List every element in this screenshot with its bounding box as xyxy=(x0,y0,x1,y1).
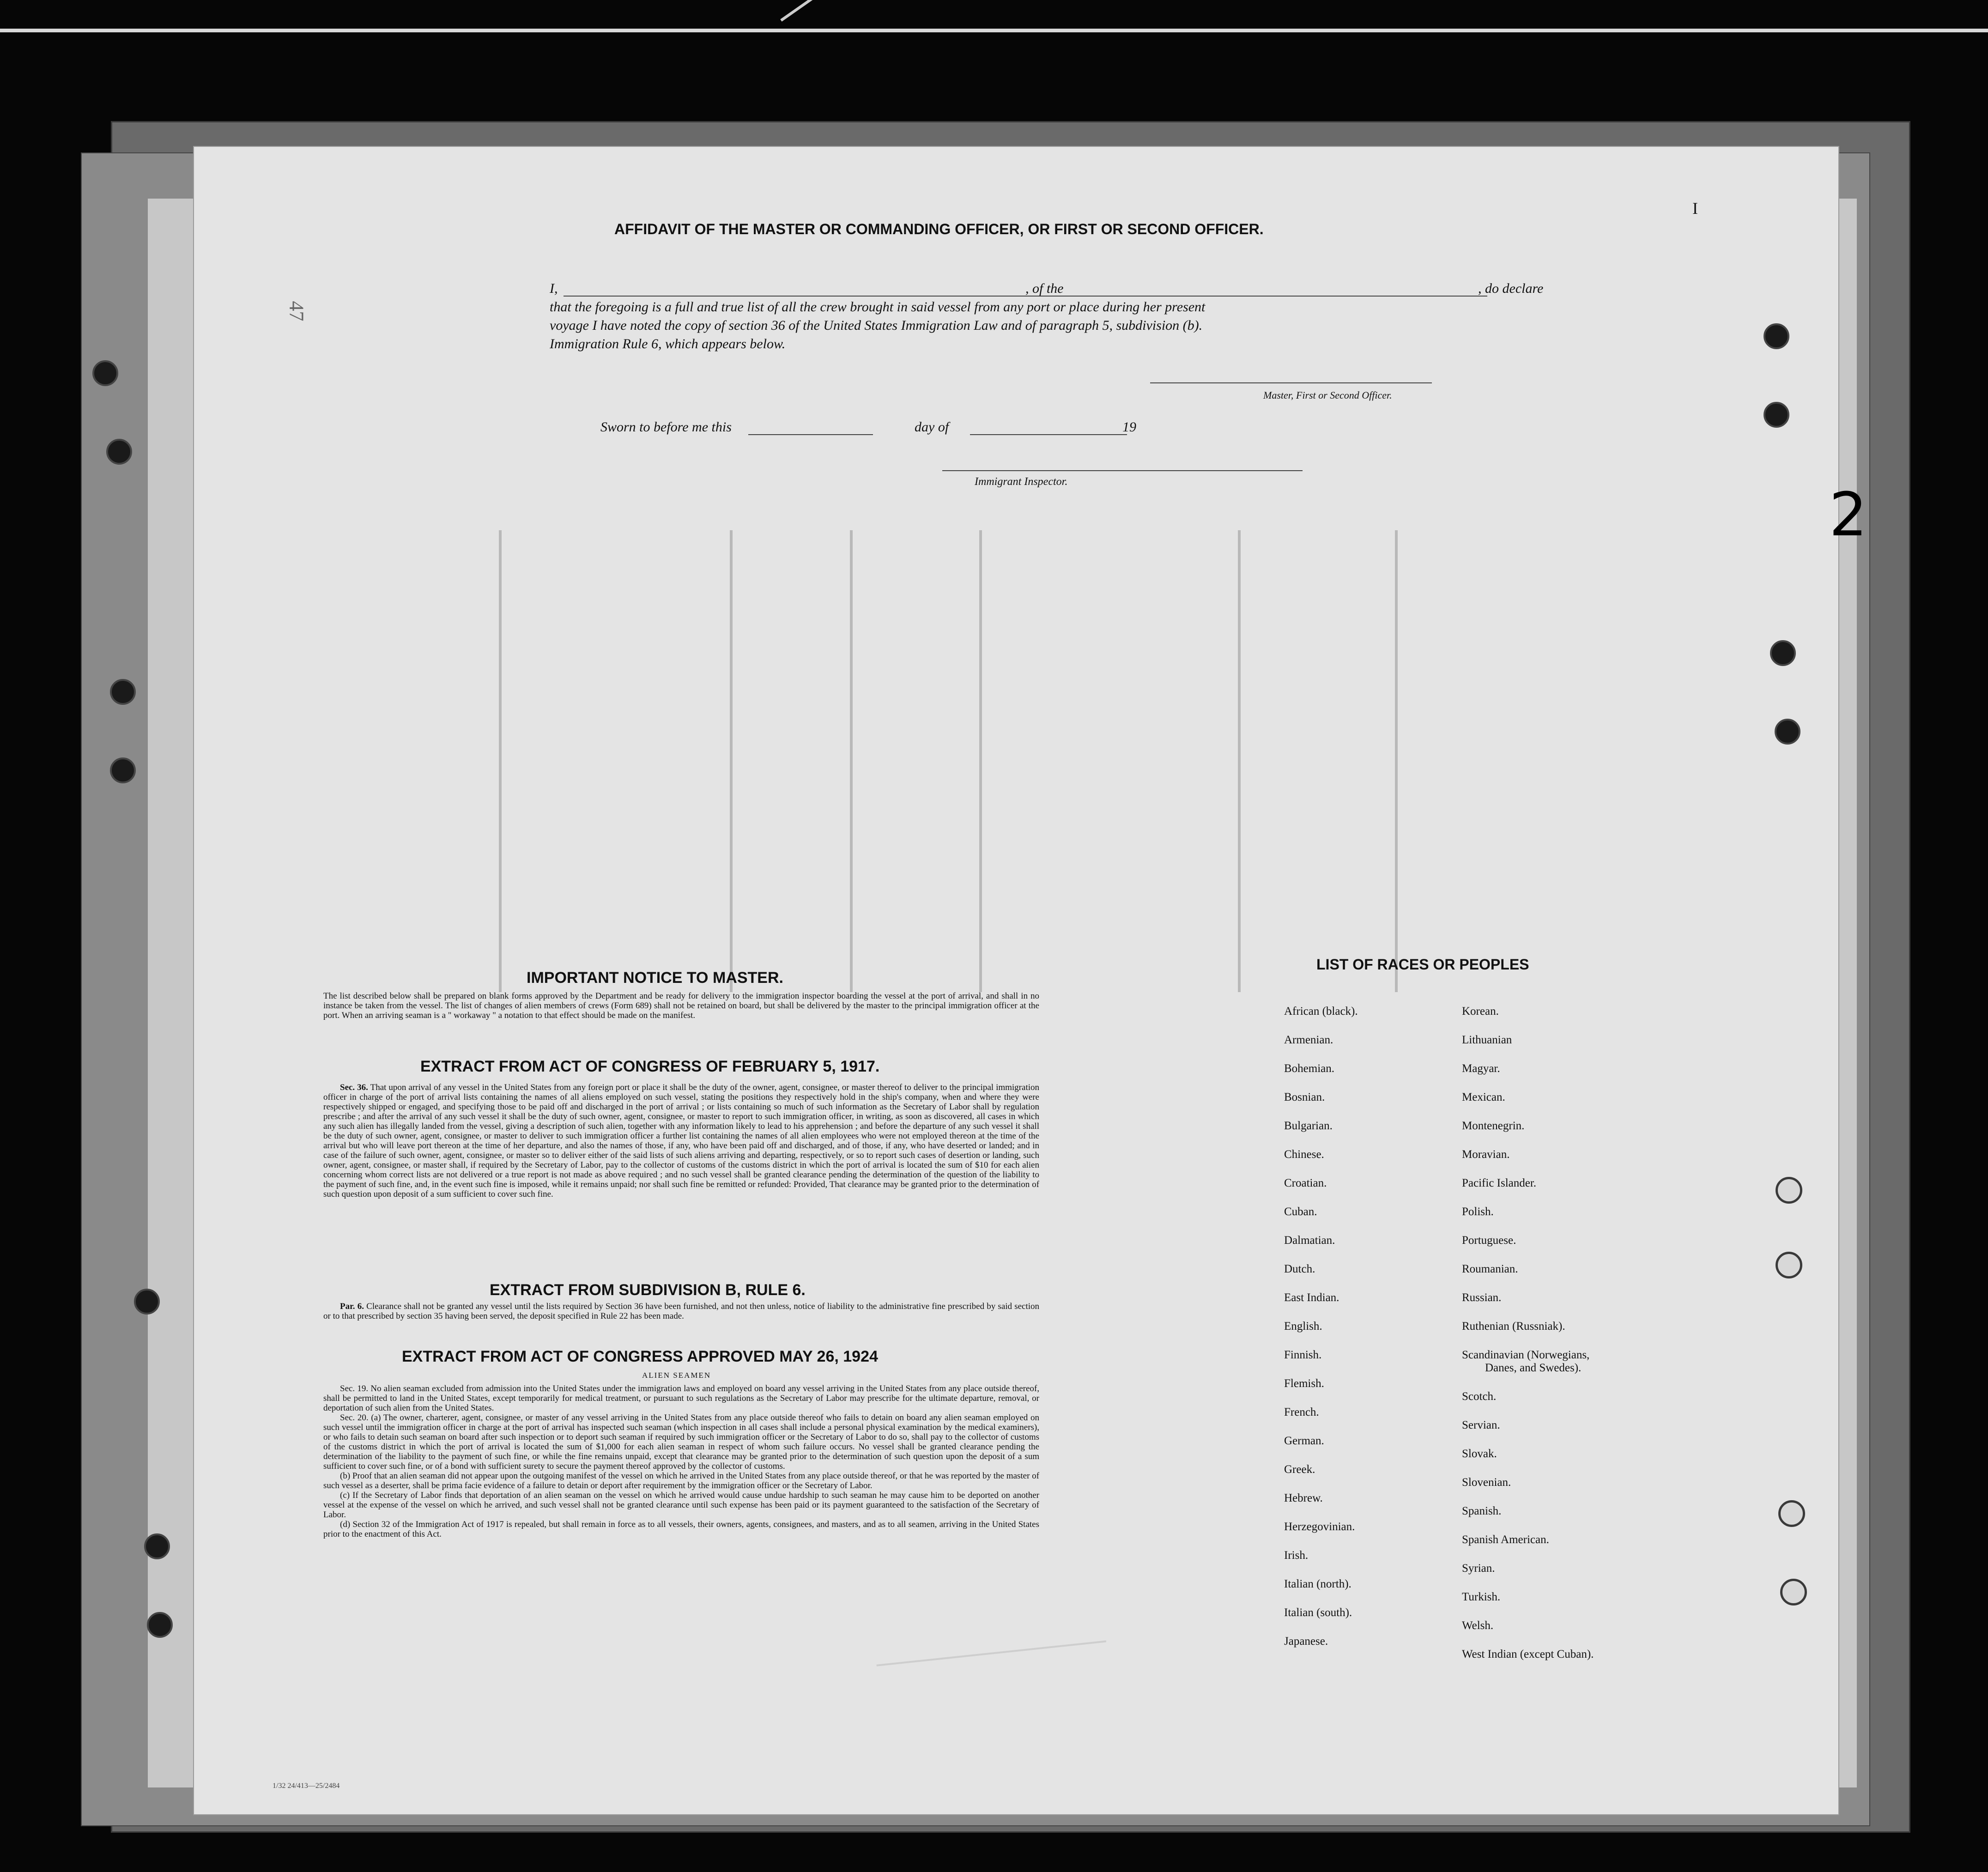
extract-1924-sec20a: Sec. 20. (a) The owner, charterer, agent, consignee, or master of any vessel arriving in the United States from any place outside thereof who fails to detain on board any alien seaman employed on such vessel until the immigration officer in charge at the port of arrival has inspected such seaman (which inspection in all cases shall include a personal physical examination by the medical examiners), or who fails to detain such seaman on board after such inspection or to deport such seaman if required by such immigration officer or the Secretary of Labor to do so, shall pay to the collector of customs of the customs district in which the port of arrival is located the sum of $1,000 for each alien seaman in respect of whom such failure occurs. No vessel shall be granted clearance pending the determination of the liability to the payment of such fine, or while the fine remains unpaid, except that clearance may be granted prior to the determination of such question upon the deposit of a sum sufficient to cover such fine, or of a bond with sufficient surety to secure the payment thereof approved by the collector of customs. xyxy=(323,1413,1039,1471)
race-item: Spanish American. xyxy=(1462,1533,1549,1546)
scan-top-rule xyxy=(0,29,1988,32)
affidavit-page xyxy=(194,147,1867,1814)
punch-hole-8 xyxy=(1780,1579,1807,1605)
sworn-text-b: day of xyxy=(915,419,949,435)
rule6-title: EXTRACT FROM SUBDIVISION B, RULE 6. xyxy=(490,1281,806,1299)
ink-smudge xyxy=(780,0,832,44)
race-item: Syrian. xyxy=(1462,1562,1495,1575)
race-item: Flemish. xyxy=(1284,1377,1324,1390)
race-item: Finnish. xyxy=(1284,1349,1322,1361)
extract-1924-subtitle: ALIEN SEAMEN xyxy=(642,1371,711,1380)
race-item: Japanese. xyxy=(1284,1635,1328,1648)
race-item: English. xyxy=(1284,1320,1322,1333)
race-item: Italian (north). xyxy=(1284,1578,1352,1590)
sworn-text-a: Sworn to before me this xyxy=(600,419,732,435)
race-item: Roumanian. xyxy=(1462,1263,1518,1275)
binder-hole-6 xyxy=(144,1533,170,1559)
affidavit-title: AFFIDAVIT OF THE MASTER OR COMMANDING OFFICER, OR FIRST OR SECOND OFFICER. xyxy=(614,221,1264,237)
race-item: Herzegovinian. xyxy=(1284,1521,1355,1533)
race-item: Russian. xyxy=(1462,1291,1502,1304)
race-item: German. xyxy=(1284,1435,1324,1447)
top-right-mark: I xyxy=(1692,199,1698,218)
rule6-par-label: Par. 6. xyxy=(340,1302,364,1311)
race-item: Bulgarian. xyxy=(1284,1120,1333,1132)
affidavit-line-2: that the foregoing is a full and true list of all the crew brought in said vessel from any port or place during her present xyxy=(550,299,1206,315)
punch-hole-5 xyxy=(1776,1177,1802,1204)
rule6-body: Clearance shall not be granted any vessel until the lists required by Section 36 have been furnished, and not then unless, notice of liability to the administrative fine prescribed by said section or to that prescribed by section 35 having been served, the deposit specified in Rule 22 has been made. xyxy=(323,1302,1040,1321)
master-signature-line xyxy=(1150,382,1432,383)
extract-1924-sec20d: (d) Section 32 of the Immigration Act of 1917 is repealed, but shall remain in force as to all vessels, their owners, agents, consignees, and masters, and as to all seamen, arriving in the United States prior to the enactment of this Act. xyxy=(323,1520,1039,1539)
race-item: Chinese. xyxy=(1284,1148,1324,1161)
handwritten-signature-bleed xyxy=(871,1585,1106,1666)
extract-1924-sec19: Sec. 19. No alien seaman excluded from admission into the United States under the immigration laws and employed on board any vessel arriving in the United States from any place outside thereof, shall be permitted to land in the United States, except temporarily for medical treatment, or pursuant to such regulations as the Secretary of Labor may prescribe for the ultimate departure, removal, or deportation of such alien from the United States. xyxy=(323,1384,1039,1413)
race-item: African (black). xyxy=(1284,1005,1358,1018)
affidavit-line-4: Immigration Rule 6, which appears below. xyxy=(550,336,786,351)
binder-hole-7 xyxy=(147,1612,173,1638)
race-item: Servian. xyxy=(1462,1419,1500,1431)
sworn-text-c: 19 xyxy=(1122,419,1136,435)
punch-hole-6 xyxy=(1776,1252,1802,1278)
race-item: Turkish. xyxy=(1462,1591,1501,1603)
inspector-signature-line xyxy=(942,470,1303,471)
races-title: LIST OF RACES OR PEOPLES xyxy=(1316,956,1529,973)
extract-1924-text xyxy=(323,1384,1039,1539)
punch-hole-7 xyxy=(1778,1500,1805,1527)
ghost-text-bleedthrough xyxy=(277,489,1755,1043)
extract-1917-sec-label: Sec. 36. xyxy=(340,1083,368,1092)
race-item: Portuguese. xyxy=(1462,1234,1516,1247)
notice-text: The list described below shall be prepared on blank forms approved by the Department and be ready for delivery to the immigration inspector boarding the vessel at the port of arrival, and shall in no instance be taken from the vessel. The list of changes of alien members of crews (Form 689) shall not be retained on board, but shall be delivered by the master to the principal immigration officer at the port. When an arriving seaman is a " workaway " a notation to that effect should be made on the manifest. xyxy=(323,991,1039,1020)
punch-hole-1 xyxy=(1764,323,1789,349)
sworn-day-blank xyxy=(748,434,873,435)
extract-1924-sec20c: (c) If the Secretary of Labor finds that deportation of an alien seaman on the vessel on which he arrived would cause undue hardship to such seaman he may cause him to be deported on another vessel at the expense of the vessel on which he arrived, and such vessel shall not be granted clearance until such expense has been paid or its payment guaranteed to the satisfaction of the Secretary of Labor. xyxy=(323,1490,1039,1520)
races-left-column xyxy=(1284,1005,1358,1664)
binder-hole-5 xyxy=(134,1289,160,1315)
vessel-name-blank xyxy=(1095,296,1487,297)
affidavit-line-1b: , of the xyxy=(1025,281,1064,296)
inspector-caption: Immigrant Inspector. xyxy=(975,476,1068,488)
race-item: Bohemian. xyxy=(1284,1062,1335,1075)
binder-hole-2 xyxy=(106,439,132,465)
race-item: Montenegrin. xyxy=(1462,1120,1525,1132)
extract-1924-sec20b: (b) Proof that an alien seaman did not appear upon the outgoing manifest of the vessel on which he arrived in the United States from any place outside thereof, or that he was reported by the master of such vessel as a deserter, shall be prima facie evidence of a failure to detain or deport after requirement by the immigration officer or the Secretary of Labor. xyxy=(323,1471,1039,1490)
extract-1917-text xyxy=(323,1083,1039,1199)
race-item: Scotch. xyxy=(1462,1390,1497,1403)
race-item: Croatian. xyxy=(1284,1177,1327,1189)
race-item: Slovenian. xyxy=(1462,1476,1511,1489)
race-item: Greek. xyxy=(1284,1463,1315,1476)
page-number-mark: 47 xyxy=(285,301,308,321)
affidavit-line-1c: , do declare xyxy=(1478,281,1544,296)
race-item: Dutch. xyxy=(1284,1263,1315,1275)
binder-hole-4 xyxy=(110,757,136,783)
sworn-month-blank xyxy=(970,434,1127,435)
race-item: Italian (south). xyxy=(1284,1606,1352,1619)
race-item: Lithuanian xyxy=(1462,1034,1512,1046)
race-item: West Indian (except Cuban). xyxy=(1462,1648,1594,1660)
race-item: Polish. xyxy=(1462,1206,1494,1218)
race-item: Irish. xyxy=(1284,1549,1309,1562)
race-item: Welsh. xyxy=(1462,1619,1494,1632)
extract-1917-body: That upon arrival of any vessel in the United States from any foreign port or place it shall be the duty of the owner, agent, consignee, or master thereof to deliver to the principal immigration officer in charge of the port of arrival lists containing the names of all aliens employed on such vessel, stating the positions they respectively hold in the ship's company, when and where they were respectively shipped or engaged, and specifying those to be paid off and discharged in the port of arrival ; or lists containing so much of such information as the Secretary of Labor shall by regulation prescribe ; and after the arrival of any such vessel it shall be the duty of such owner, agent, consignee, or master to report to such immigration officer, in writing, as soon as discovered, all cases in which any such alien has illegally landed from the vessel, giving a description of such alien, together with any information likely to lead to his apprehension ; and before the departure of any such vessel it shall be the duty of such owner, agent, consignee, or master to deliver to such immigration officer a further list containing the names of all alien employees who were not employed thereon at the time of the arrival but who will leave port thereon at the time of her departure, and also the names of those, if any, who have been paid off and discharged, and of those, if any, who have deserted or landed; and in case of the failure of such owner, agent, consignee, or master so to deliver either of the said lists of such aliens arriving and departing, respectively, or so to report such cases of desertion or landing, such owner, agent, consignee, or master shall, if required by the Secretary of Labor, pay to the collector of customs of the customs district in which the port of arrival is located the sum of $10 for each alien concerning whom correct lists are not delivered or a true report is not made as above required ; and no such vessel shall be granted clearance pending the determination of the question of the liability to the payment of such fine, and, in the event such fine is imposed, while it remains unpaid; nor shall such fine be remitted or refunded: Provided, That clearance may be granted prior to the determination of such question upon deposit of a sum sufficient to cover such fine. xyxy=(323,1083,1039,1199)
extract-1917-title: EXTRACT FROM ACT OF CONGRESS OF FEBRUARY 5, 1917. xyxy=(420,1058,880,1075)
race-item: Scandinavian (Norwegians, xyxy=(1462,1349,1590,1361)
race-item: Cuban. xyxy=(1284,1206,1317,1218)
handwritten-number: 2 xyxy=(1829,479,1867,550)
race-item: Spanish. xyxy=(1462,1505,1502,1517)
master-signature-caption: Master, First or Second Officer. xyxy=(1263,389,1392,401)
race-item: Hebrew. xyxy=(1284,1492,1323,1504)
extract-1924-title: EXTRACT FROM ACT OF CONGRESS APPROVED MAY 26, 1924 xyxy=(402,1348,878,1365)
race-item: East Indian. xyxy=(1284,1291,1339,1304)
race-item: French. xyxy=(1284,1406,1319,1418)
race-item: Moravian. xyxy=(1462,1148,1510,1161)
race-item: Mexican. xyxy=(1462,1091,1505,1103)
rule6-text xyxy=(323,1302,1039,1321)
binder-hole-3 xyxy=(110,679,136,705)
print-code: 1/32 24/413—25/2484 xyxy=(273,1782,340,1790)
affidavit-line-3: voyage I have noted the copy of section 36 of the United States Immigration Law and of paragraph 5, subdivision (b). xyxy=(550,318,1203,333)
binder-hole-1 xyxy=(92,360,118,386)
punch-hole-2 xyxy=(1764,402,1789,428)
race-item: Dalmatian. xyxy=(1284,1234,1335,1247)
races-right-column xyxy=(1462,1005,1594,1677)
race-item: Slovak. xyxy=(1462,1448,1497,1460)
race-item: Bosnian. xyxy=(1284,1091,1325,1103)
punch-hole-4 xyxy=(1775,719,1800,745)
punch-hole-3 xyxy=(1770,640,1796,666)
race-item: Pacific Islander. xyxy=(1462,1177,1537,1189)
race-item: Magyar. xyxy=(1462,1062,1500,1075)
affidavit-line-1a: I, xyxy=(550,281,558,296)
notice-title: IMPORTANT NOTICE TO MASTER. xyxy=(527,969,783,987)
race-item: Korean. xyxy=(1462,1005,1499,1018)
race-item: Danes, and Swedes). xyxy=(1485,1362,1582,1374)
race-item: Ruthenian (Russniak). xyxy=(1462,1320,1565,1333)
race-item: Armenian. xyxy=(1284,1034,1333,1046)
